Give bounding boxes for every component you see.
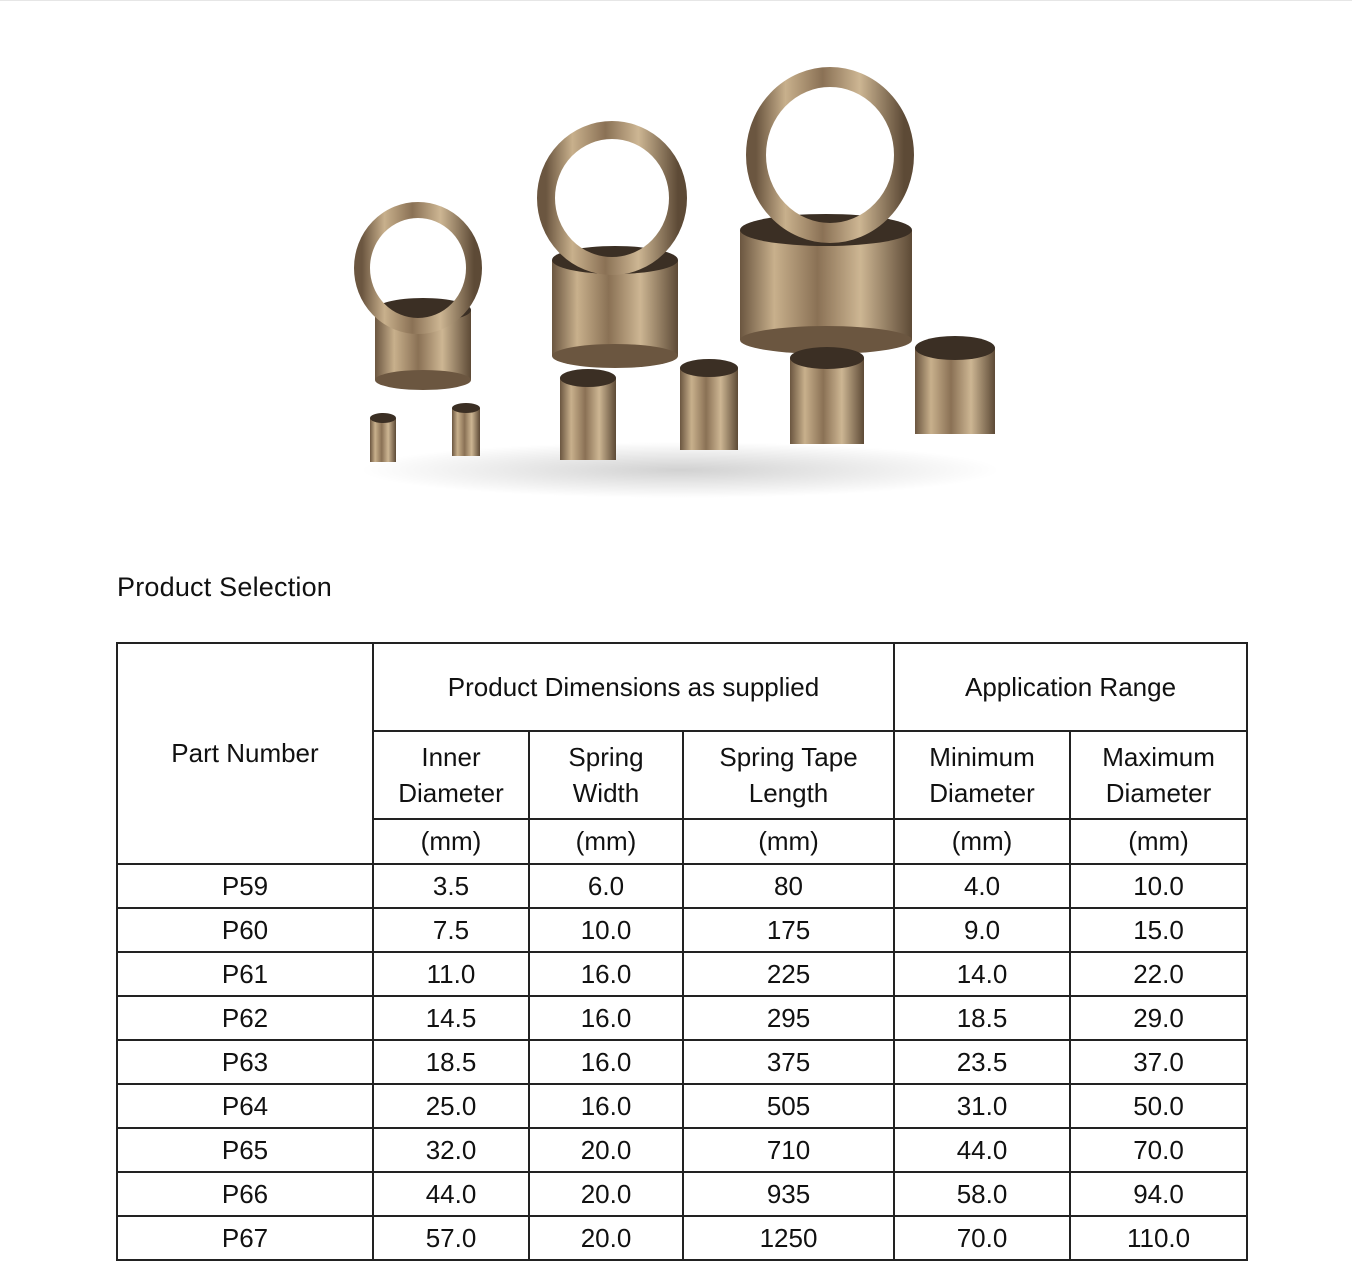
- table-cell: 14.5: [373, 996, 529, 1040]
- table-cell: 505: [683, 1084, 894, 1128]
- unit-label: (mm): [683, 819, 894, 864]
- top-divider: [0, 0, 1352, 1]
- table-cell: 31.0: [894, 1084, 1070, 1128]
- table-row: [117, 1216, 1247, 1260]
- col-header-spring-width: Spring Width: [529, 731, 683, 819]
- table-cell: 16.0: [529, 952, 683, 996]
- table-cell: 18.5: [894, 996, 1070, 1040]
- table-cell: 44.0: [894, 1128, 1070, 1172]
- table-cell: 44.0: [373, 1172, 529, 1216]
- table-cell: 70.0: [894, 1216, 1070, 1260]
- table-cell: 10.0: [529, 908, 683, 952]
- table-row: [117, 908, 1247, 952]
- table-cell: 16.0: [529, 1040, 683, 1084]
- header-row-groups: [117, 643, 1247, 731]
- table-row: [117, 864, 1247, 908]
- table-cell: 935: [683, 1172, 894, 1216]
- table-cell: 29.0: [1070, 996, 1247, 1040]
- unit-label: (mm): [894, 819, 1070, 864]
- table-cell: 20.0: [529, 1128, 683, 1172]
- section-title: Product Selection: [117, 572, 333, 602]
- table-cell: 50.0: [1070, 1084, 1247, 1128]
- table-row: [117, 1084, 1247, 1128]
- col-header-inner-diameter: Inner Diameter: [373, 731, 529, 819]
- table-cell: 14.0: [894, 952, 1070, 996]
- table-cell: 4.0: [894, 864, 1070, 908]
- table-cell: 37.0: [1070, 1040, 1247, 1084]
- table-cell: 25.0: [373, 1084, 529, 1128]
- col-header-minimum-diameter: Minimum Diameter: [894, 731, 1070, 819]
- table-cell: 225: [683, 952, 894, 996]
- col-header-maximum-diameter: Maximum Diameter: [1070, 731, 1247, 819]
- part-number-header: Part Number: [117, 643, 373, 864]
- table-cell: 110.0: [1070, 1216, 1247, 1260]
- part-number-cell: P61: [117, 952, 373, 996]
- table-cell: 6.0: [529, 864, 683, 908]
- table-cell: 11.0: [373, 952, 529, 996]
- unit-label: (mm): [373, 819, 529, 864]
- dimensions-group-header: Product Dimensions as supplied: [373, 643, 894, 731]
- table-cell: 20.0: [529, 1172, 683, 1216]
- table-row: [117, 1172, 1247, 1216]
- table-row: [117, 1128, 1247, 1172]
- table-cell: 3.5: [373, 864, 529, 908]
- spring-bushings-photo: [330, 40, 1030, 510]
- table-cell: 18.5: [373, 1040, 529, 1084]
- part-number-cell: P67: [117, 1216, 373, 1260]
- table-cell: 9.0: [894, 908, 1070, 952]
- table-cell: 10.0: [1070, 864, 1247, 908]
- table-cell: 15.0: [1070, 908, 1247, 952]
- table-cell: 20.0: [529, 1216, 683, 1260]
- part-number-cell: P59: [117, 864, 373, 908]
- part-number-cell: P66: [117, 1172, 373, 1216]
- product-selection-table: [116, 642, 1248, 1261]
- table-cell: 57.0: [373, 1216, 529, 1260]
- part-number-cell: P64: [117, 1084, 373, 1128]
- table-cell: 22.0: [1070, 952, 1247, 996]
- table-cell: 58.0: [894, 1172, 1070, 1216]
- table-cell: 1250: [683, 1216, 894, 1260]
- part-number-cell: P60: [117, 908, 373, 952]
- table-row: [117, 1040, 1247, 1084]
- table-cell: 70.0: [1070, 1128, 1247, 1172]
- table-cell: 7.5: [373, 908, 529, 952]
- table-cell: 175: [683, 908, 894, 952]
- table-cell: 80: [683, 864, 894, 908]
- table-cell: 375: [683, 1040, 894, 1084]
- table-cell: 710: [683, 1128, 894, 1172]
- table-row: [117, 952, 1247, 996]
- table-cell: 16.0: [529, 1084, 683, 1128]
- part-number-cell: P62: [117, 996, 373, 1040]
- unit-label: (mm): [1070, 819, 1247, 864]
- table-cell: 16.0: [529, 996, 683, 1040]
- col-header-spring-tape-length: Spring Tape Length: [683, 731, 894, 819]
- application-group-header: Application Range: [894, 643, 1247, 731]
- table-row: [117, 996, 1247, 1040]
- table-cell: 32.0: [373, 1128, 529, 1172]
- table-cell: 94.0: [1070, 1172, 1247, 1216]
- part-number-cell: P65: [117, 1128, 373, 1172]
- part-number-cell: P63: [117, 1040, 373, 1084]
- unit-label: (mm): [529, 819, 683, 864]
- table-cell: 23.5: [894, 1040, 1070, 1084]
- table-cell: 295: [683, 996, 894, 1040]
